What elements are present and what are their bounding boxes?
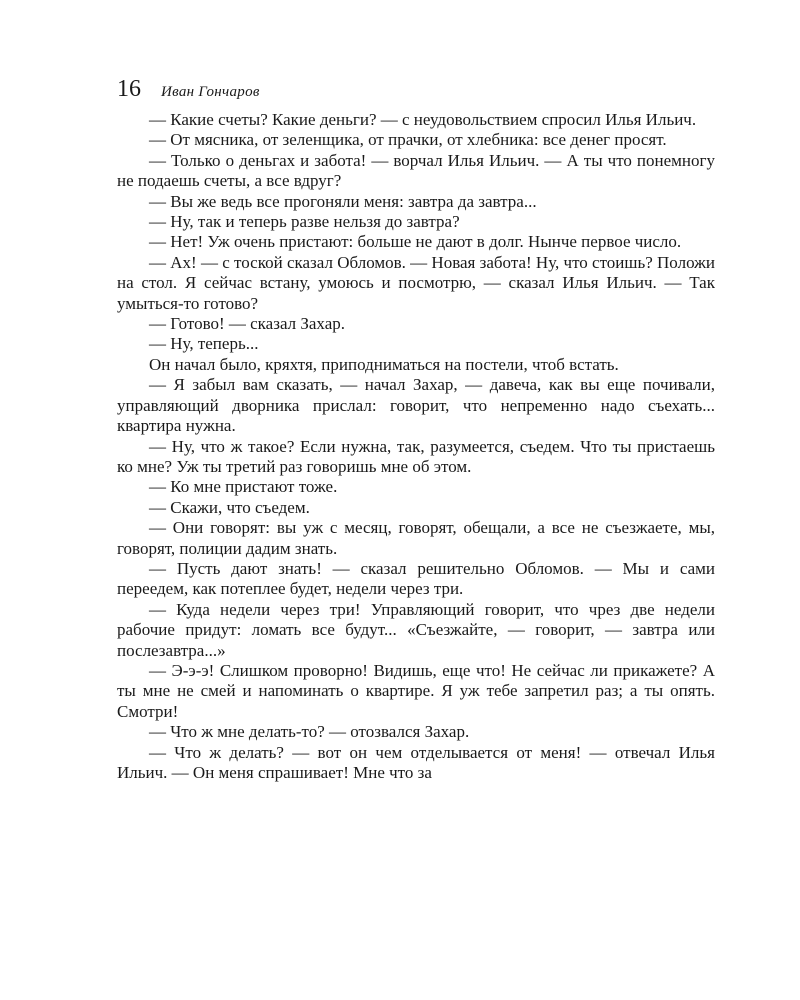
running-head bbox=[117, 74, 717, 104]
running-title-author: Иван Гончаров bbox=[161, 84, 260, 100]
paragraph: — Пусть дают знать! — сказал решительно Обломов. — Мы и сами переедем, как потеплее будет, недели через три. bbox=[117, 558, 715, 599]
paragraph: — Ко мне пристают тоже. bbox=[149, 477, 338, 497]
paragraph: Он начал было, кряхтя, приподниматься на постели, чтоб встать. bbox=[149, 354, 619, 374]
paragraph: — От мясника, от зеленщика, от прачки, от хлебника: все денег просят. bbox=[149, 130, 667, 150]
body-text bbox=[117, 110, 715, 783]
paragraph: — Я забыл вам сказать, — начал Захар, — давеча, как вы еще почивали, управляющий дворника прислал: говорит, что непременно надо съехать... квартира нужна. bbox=[117, 375, 715, 436]
paragraph: — Э-э-э! Слишком проворно! Видишь, еще что! Не сейчас ли прикажете? А ты мне не смей и напоминать о квартире. Я уж тебе запретил раз; а ты опять. Смотри! bbox=[117, 660, 715, 721]
paragraph: — Что ж делать? — вот он чем отделывается от меня! — отвечал Илья Ильич. — Он меня спрашивает! Мне что за bbox=[117, 742, 715, 782]
paragraph: — Нет! Уж очень пристают: больше не дают в долг. Нынче первое число. bbox=[149, 232, 682, 252]
paragraph: — Скажи, что съедем. bbox=[149, 497, 310, 517]
paragraph: — Какие счеты? Какие деньги? — с неудовольствием спросил Илья Ильич. bbox=[149, 110, 697, 129]
paragraph: — Ну, теперь... bbox=[149, 334, 259, 354]
paragraph: — Ну, так и теперь разве нельзя до завтра? bbox=[149, 212, 460, 232]
paragraph: — Ах! — с тоской сказал Обломов. — Новая забота! Ну, что стоишь? Положи на стол. Я сейчас встану, умоюсь и посмотрю, — сказал Илья Ильич. — Так умыться-то готово? bbox=[117, 252, 715, 313]
paragraph: — Куда недели через три! Управляющий говорит, что чрез две недели рабочие придут: ломать все будут... «Съезжайте, — говорит, — завтра или послезавтра...» bbox=[117, 599, 715, 660]
paragraph: — Они говорят: вы уж с месяц, говорят, обещали, а все не съезжаете, мы, говорят, полиции дадим знать. bbox=[117, 518, 715, 558]
paragraph: — Ну, что ж такое? Если нужна, так, разумеется, съедем. Что ты пристаешь ко мне? Уж ты третий раз говоришь мне об этом. bbox=[117, 436, 715, 476]
paragraph: — Вы же ведь все прогоняли меня: завтра да завтра... bbox=[149, 191, 537, 211]
page-number: 16 bbox=[117, 76, 141, 102]
paragraph: — Что ж мне делать-то? — отозвался Захар. bbox=[149, 722, 470, 742]
paragraph: — Только о деньгах и забота! — ворчал Илья Ильич. — А ты что понемногу не подаешь счеты, а все вдруг? bbox=[117, 150, 715, 191]
paragraph: — Готово! — сказал Захар. bbox=[149, 314, 346, 334]
